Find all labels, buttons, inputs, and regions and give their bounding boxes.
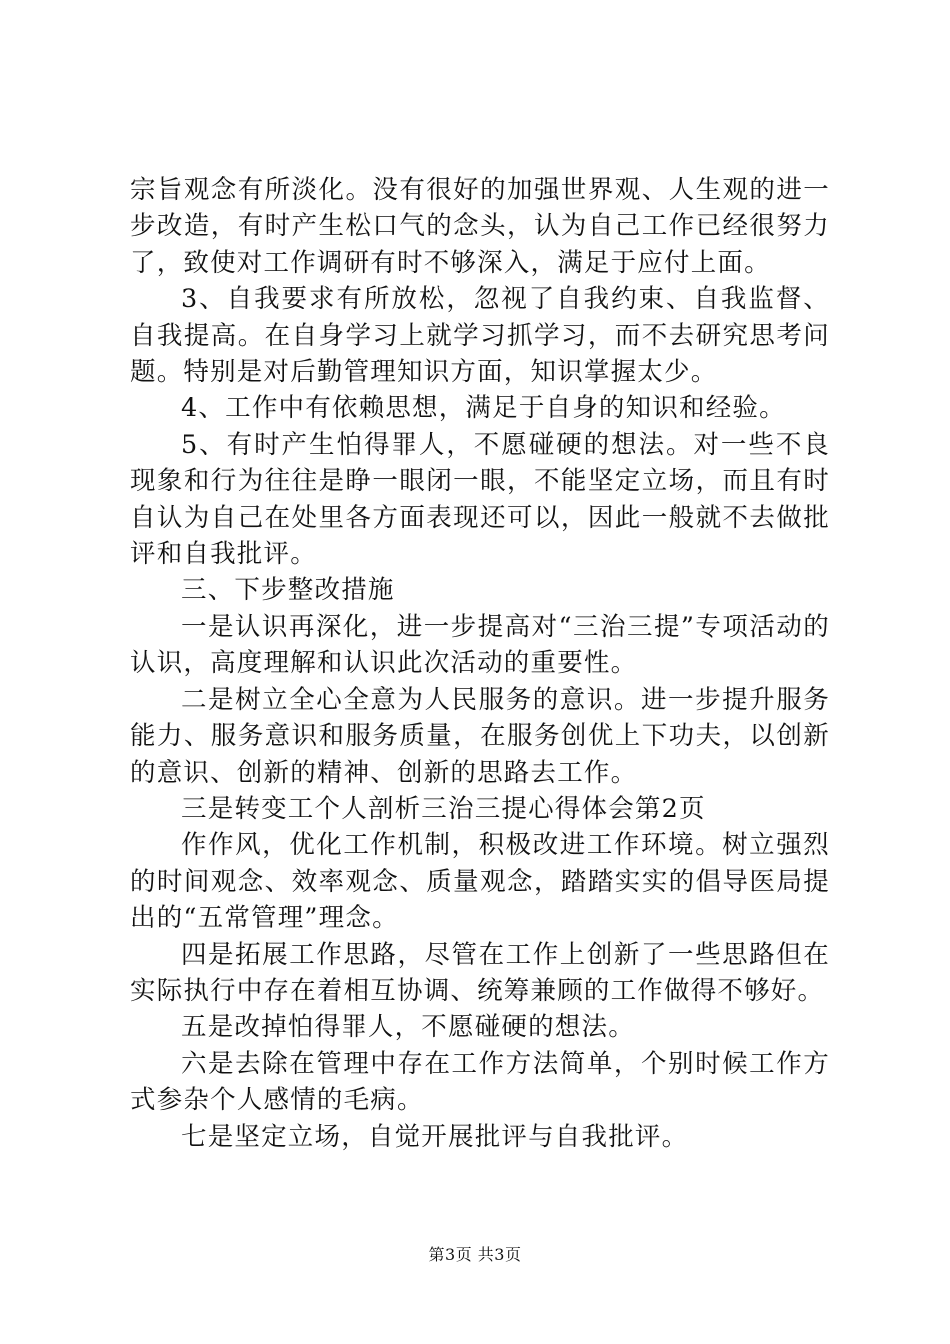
paragraph: 三是转变工个人剖析三治三提心得体会第2页 (181, 793, 706, 824)
document-body (130, 172, 830, 1155)
paragraph: 3、自我要求有所放松，忽视了自我约束、自我监督、自我提高。在自身学习上就学习抓学习，而不去研究思考问题。特别是对后勤管理知识方面，知识掌握太少。 (130, 284, 830, 388)
paragraph: 六是去除在管理中存在工作方法简单，个别时候工作方式参杂个人感情的毛病。 (130, 1048, 830, 1116)
paragraph: 七是坚定立场，自觉开展批评与自我批评。 (181, 1121, 689, 1152)
paragraph: 五是改掉怕得罪人，不愿碰硬的想法。 (181, 1012, 635, 1043)
page-number-footer: 第3页 共3页 (428, 1245, 522, 1264)
section-heading: 三、下步整改措施 (181, 575, 395, 606)
paragraph: 四是拓展工作思路，尽管在工作上创新了一些思路但在实际执行中存在着相互协调、统筹兼顾的工作做得不够好。 (130, 939, 830, 1006)
paragraph: 5、有时产生怕得罪人，不愿碰硬的想法。对一些不良现象和行为往往是睁一眼闭一眼，不能坚定立场，而且有时自认为自己在处里各方面表现还可以，因此一般就不去做批评和自我批评。 (130, 429, 830, 570)
paragraph: 一是认识再深化，进一步提高对“三治三提”专项活动的认识，高度理解和认识此次活动的重要性。 (130, 611, 830, 679)
paragraph: 4、工作中有依赖思想，满足于自身的知识和经验。 (181, 393, 786, 424)
paragraph: 宗旨观念有所淡化。没有很好的加强世界观、人生观的进一步改造，有时产生松口气的念头，认为自己工作已经很努力了，致使对工作调研有时不够深入，满足于应付上面。 (130, 175, 830, 278)
paragraph: 二是树立全心全意为人民服务的意识。进一步提升服务能力、服务意识和服务质量，在服务创优上下功夫，以创新的意识、创新的精神、创新的思路去工作。 (130, 684, 830, 788)
paragraph: 作作风，优化工作机制，积极改进工作环境。树立强烈的时间观念、效率观念、质量观念，踏踏实实的倡导医局提出的“五常管理”理念。 (130, 830, 830, 934)
